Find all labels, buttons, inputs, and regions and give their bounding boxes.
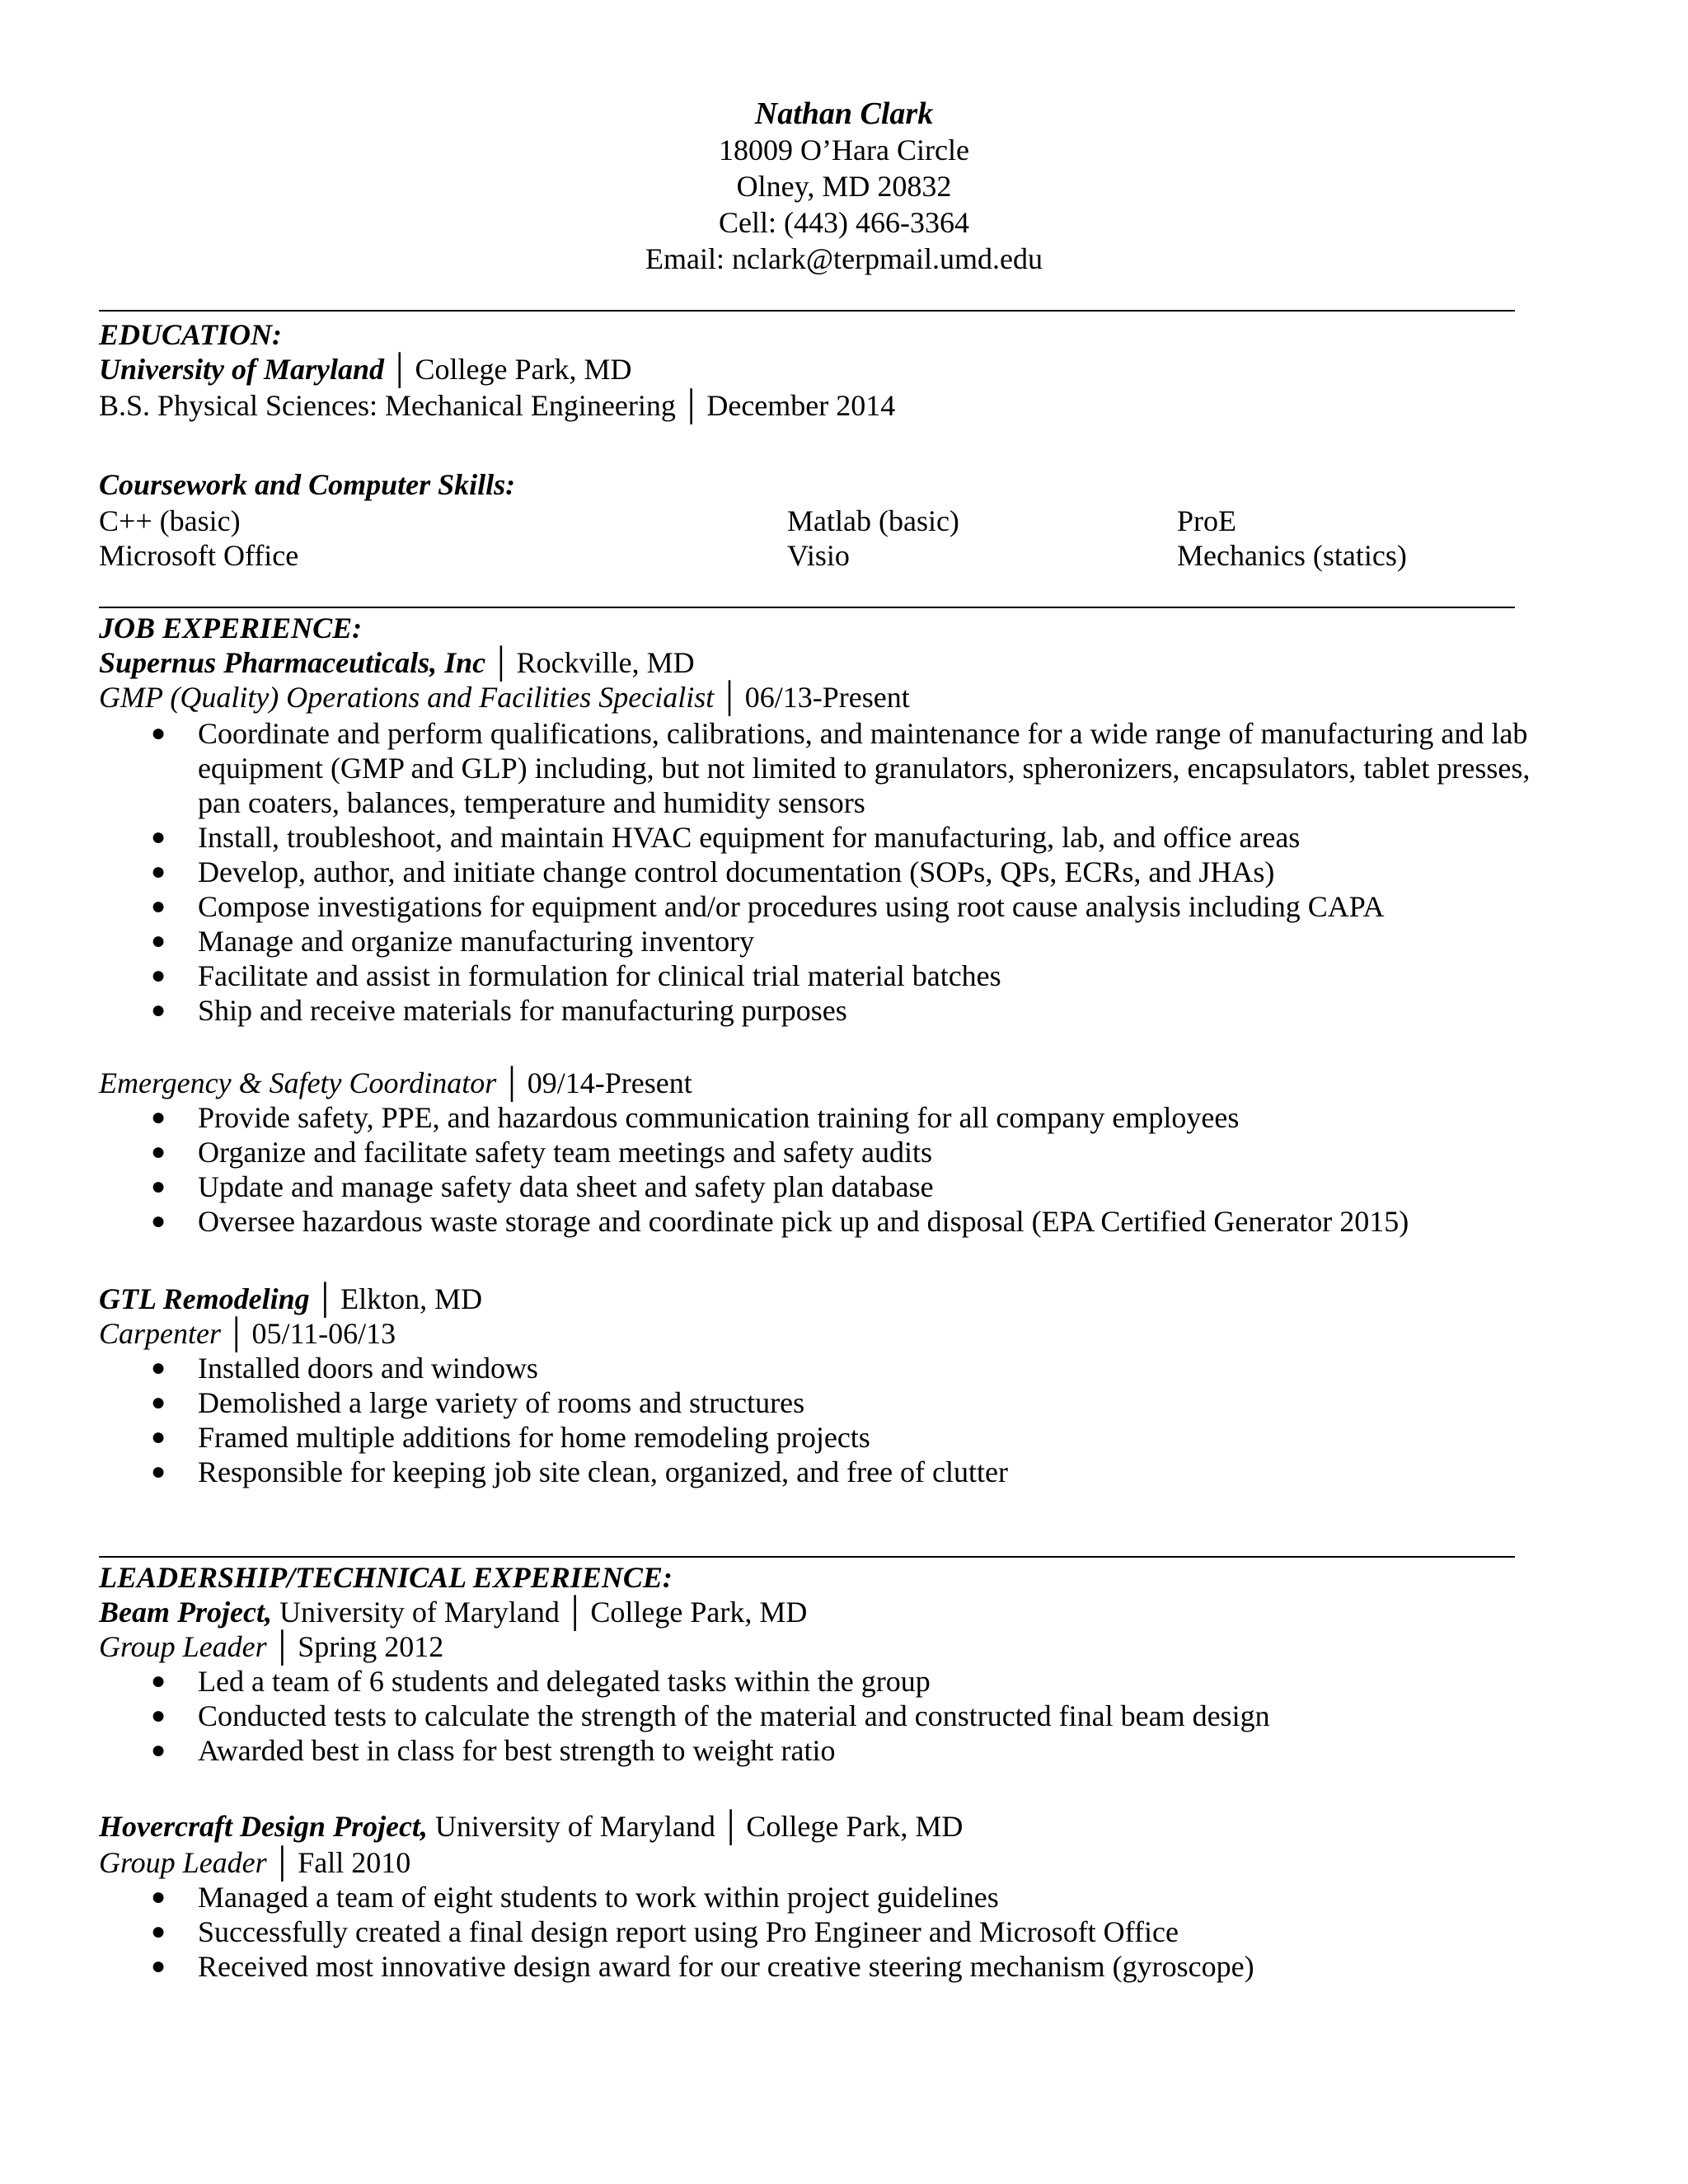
list-item: Received most innovative design award for our creative steering mechanism (gyroscope) [198, 1950, 1254, 1983]
degree-date: December 2014 [706, 389, 896, 422]
bullet-icon: ● [150, 1138, 166, 1165]
address-line-1: 18009 O’Hara Circle [719, 134, 969, 166]
education-school-line [99, 353, 631, 386]
skill-item: C++ (basic) [99, 504, 241, 537]
project-name: Hovercraft Design Project, [99, 1810, 428, 1843]
bullet-icon: ● [150, 927, 166, 954]
job-heading: JOB EXPERIENCE: [99, 612, 363, 644]
list-item: Organize and facilitate safety team meetings and safety audits [198, 1136, 932, 1169]
list-item: Develop, author, and initiate change control documentation (SOPs, QPs, ECRs, and JHAs) [198, 855, 1275, 888]
separator: │ [271, 1846, 293, 1879]
role-title: Carpenter [99, 1317, 221, 1350]
bullet-icon: ● [150, 1423, 166, 1451]
separator: │ [490, 646, 512, 679]
role-line-2 [99, 1066, 692, 1099]
skills-heading: Coursework and Computer Skills: [99, 468, 516, 501]
list-item: Compose investigations for equipment and/or procedures using root cause analysis including CAPA [198, 890, 1385, 923]
skill-item: Matlab (basic) [787, 504, 959, 537]
bullet-icon: ● [150, 1173, 166, 1200]
list-item: Ship and receive materials for manufacturing purposes [198, 994, 847, 1027]
education-heading: EDUCATION: [99, 318, 283, 351]
list-item: Manage and organize manufacturing inventory [198, 925, 755, 958]
separator: │ [719, 681, 740, 714]
bullet-icon: ● [150, 1736, 166, 1764]
list-item: Oversee hazardous waste storage and coordinate pick up and disposal (EPA Certified Generator 2015) [198, 1205, 1409, 1238]
bullet-icon: ● [150, 858, 166, 885]
project-role: Group Leader [99, 1846, 267, 1879]
company-line-1 [99, 646, 695, 679]
bullet-icon: ● [150, 1458, 166, 1485]
role-title: GMP (Quality) Operations and Facilities Specialist [99, 681, 715, 714]
list-item: Facilitate and assist in formulation for clinical trial material batches [198, 959, 1001, 992]
project-org: University of Maryland [279, 1596, 560, 1629]
company-line-2 [99, 1282, 482, 1315]
list-item: Led a team of 6 students and delegated tasks within the group [198, 1665, 931, 1698]
bullet-icon: ● [150, 1952, 166, 1980]
role-date: 06/13-Present [744, 681, 910, 714]
skill-item: Mechanics (statics) [1177, 539, 1407, 572]
list-item: Update and manage safety data sheet and safety plan database [198, 1170, 934, 1203]
role-line-1 [99, 681, 910, 714]
role-date: 05/11-06/13 [251, 1317, 396, 1350]
skill-item: ProE [1177, 504, 1236, 537]
bullet-icon: ● [150, 719, 166, 747]
list-item: Demolished a large variety of rooms and structures [198, 1386, 805, 1419]
separator: │ [226, 1317, 247, 1350]
project-name: Beam Project, [99, 1596, 272, 1629]
company-location: Rockville, MD [516, 646, 695, 679]
project-date: Spring 2012 [298, 1630, 444, 1663]
role-date: 09/14-Present [527, 1066, 692, 1099]
separator: │ [501, 1066, 523, 1099]
bullet-icon: ● [150, 1918, 166, 1945]
bullet-icon: ● [150, 1354, 166, 1381]
separator: │ [680, 389, 702, 422]
bullet-icon: ● [150, 823, 166, 851]
list-item: Framed multiple additions for home remodeling projects [198, 1421, 870, 1454]
list-item: Responsible for keeping job site clean, organized, and free of clutter [198, 1455, 1008, 1488]
list-item: Awarded best in class for best strength to weight ratio [198, 1734, 836, 1767]
company-name: GTL Remodeling [99, 1282, 310, 1315]
company-name: Supernus Pharmaceuticals, Inc [99, 646, 486, 679]
project-role-line-2 [99, 1846, 410, 1879]
divider-3 [99, 1556, 1515, 1558]
bullet-icon: ● [150, 1667, 166, 1694]
list-item: Coordinate and perform qualifications, calibrations, and maintenance for a wide range of manufacturing and lab [198, 717, 1528, 750]
address-line-2: Olney, MD 20832 [736, 170, 952, 203]
school-name: University of Maryland [99, 353, 384, 386]
list-item-continued: pan coaters, balances, temperature and humidity sensors [198, 786, 865, 819]
email: Email: nclark@terpmail.umd.edu [645, 242, 1043, 275]
separator: │ [271, 1630, 293, 1663]
project-role-line-1 [99, 1630, 443, 1663]
role-line-3 [99, 1317, 396, 1350]
list-item: Successfully created a final design report using Pro Engineer and Microsoft Office [198, 1915, 1179, 1948]
cell-phone: Cell: (443) 466-3364 [719, 206, 969, 239]
bullet-icon: ● [150, 1389, 166, 1416]
divider-2 [99, 607, 1515, 608]
list-item: Provide safety, PPE, and hazardous communication training for all company employees [198, 1101, 1240, 1134]
leadership-heading: LEADERSHIP/TECHNICAL EXPERIENCE: [99, 1561, 673, 1594]
project-line-2 [99, 1810, 963, 1843]
divider-1 [99, 310, 1515, 312]
list-item-continued: equipment (GMP and GLP) including, but not limited to granulators, spheronizers, encapsulators, tablet presses, [198, 752, 1531, 785]
project-role: Group Leader [99, 1630, 267, 1663]
bullet-icon: ● [150, 1207, 166, 1235]
project-org: University of Maryland [434, 1810, 715, 1843]
list-item: Installed doors and windows [198, 1352, 538, 1385]
project-date: Fall 2010 [298, 1846, 411, 1879]
skill-item: Visio [787, 539, 850, 572]
resume-name: Nathan Clark [754, 96, 934, 131]
role-title: Emergency & Safety Coordinator [99, 1066, 497, 1099]
list-item: Managed a team of eight students to work within project guidelines [198, 1881, 999, 1914]
bullet-icon: ● [150, 893, 166, 920]
separator: │ [314, 1282, 336, 1315]
school-location: College Park, MD [415, 353, 632, 386]
separator: │ [720, 1810, 742, 1843]
separator: │ [564, 1596, 586, 1629]
bullet-icon: ● [150, 1104, 166, 1131]
list-item: Install, troubleshoot, and maintain HVAC equipment for manufacturing, lab, and office areas [198, 821, 1301, 854]
project-location: College Park, MD [746, 1810, 964, 1843]
list-item: Conducted tests to calculate the strength of the material and constructed final beam design [198, 1699, 1270, 1732]
project-location: College Park, MD [590, 1596, 808, 1629]
education-degree-line [99, 389, 895, 422]
separator: │ [389, 353, 410, 386]
project-line-1 [99, 1596, 807, 1629]
degree: B.S. Physical Sciences: Mechanical Engineering [99, 389, 676, 422]
bullet-icon: ● [150, 962, 166, 989]
bullet-icon: ● [150, 1883, 166, 1910]
bullet-icon: ● [150, 996, 166, 1024]
skill-item: Microsoft Office [99, 539, 299, 572]
bullet-icon: ● [150, 1702, 166, 1729]
company-location: Elkton, MD [340, 1282, 483, 1315]
